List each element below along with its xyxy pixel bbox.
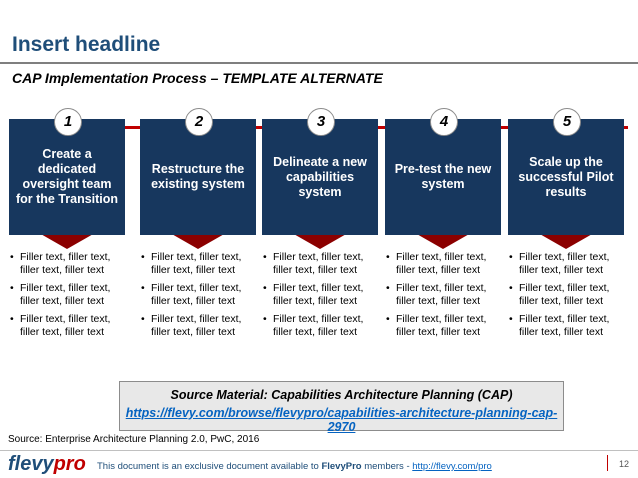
step-title-box: Delineate a new capabilities system [262, 119, 378, 235]
flevypro-logo [8, 453, 86, 476]
list-item: • Filler text, filler text, filler text, filler text [263, 313, 364, 338]
list-item: • Filler text, filler text, filler text, filler text [509, 313, 610, 338]
step-bullet-list [140, 251, 262, 344]
step-title-box: Pre-test the new system [385, 119, 501, 235]
chevron-down-icon [170, 233, 226, 249]
list-item: • Filler text, filler text, filler text, filler text [386, 251, 487, 276]
chevron-down-icon [39, 233, 95, 249]
step-title-box: Create a dedicated oversight team for the Transition [9, 119, 125, 235]
source-material-title: Source Material: Capabilities Architecture Planning (CAP) [170, 388, 513, 402]
footer-link[interactable]: http://flevy.com/pro [412, 461, 492, 472]
chevron-down-icon [292, 233, 348, 249]
list-item: • Filler text, filler text, filler text, filler text [10, 313, 111, 338]
list-item: • Filler text, filler text, filler text, filler text [263, 251, 364, 276]
step-bullet-list [508, 251, 630, 344]
step-bullet-list [385, 251, 507, 344]
headline-divider [0, 62, 638, 64]
list-item: • Filler text, filler text, filler text, filler text [509, 282, 610, 307]
list-item: • Filler text, filler text, filler text, filler text [509, 251, 610, 276]
list-item: • Filler text, filler text, filler text, filler text [141, 251, 242, 276]
step-number-badge: 4 [430, 108, 458, 136]
list-item: • Filler text, filler text, filler text, filler text [141, 282, 242, 307]
list-item: • Filler text, filler text, filler text, filler text [10, 282, 111, 307]
step-number-badge: 5 [553, 108, 581, 136]
list-item: • Filler text, filler text, filler text, filler text [141, 313, 242, 338]
logo-text-flevy: flevy [8, 453, 54, 475]
footer-disclaimer: This document is an exclusive document available to FlevyPro members - http://flevy.com/pro [97, 461, 492, 472]
list-item: • Filler text, filler text, filler text, filler text [386, 282, 487, 307]
source-citation: Source: Enterprise Architecture Planning 2.0, PwC, 2016 [8, 434, 260, 445]
step-bullet-list [262, 251, 384, 344]
step-number-badge: 1 [54, 108, 82, 136]
step-bullet-list [9, 251, 131, 344]
slide-subtitle: CAP Implementation Process – TEMPLATE ALTERNATE [12, 70, 383, 86]
list-item: • Filler text, filler text, filler text, filler text [10, 251, 111, 276]
chevron-down-icon [538, 233, 594, 249]
page-headline: Insert headline [12, 33, 161, 56]
logo-text-pro: pro [53, 453, 86, 475]
step-number-badge: 2 [185, 108, 213, 136]
page-number-divider [607, 455, 608, 471]
footer-divider [0, 450, 638, 451]
list-item: • Filler text, filler text, filler text, filler text [386, 313, 487, 338]
chevron-down-icon [415, 233, 471, 249]
footer-brand: FlevyPro [321, 461, 362, 472]
step-title-box: Restructure the existing system [140, 119, 256, 235]
step-title-box: Scale up the successful Pilot results [508, 119, 624, 235]
page-number: 12 [619, 459, 630, 469]
source-material-box [119, 381, 564, 434]
source-material-link[interactable]: https://flevy.com/browse/flevypro/capabilities-architecture-planning-cap-2970 [125, 406, 558, 434]
step-number-badge: 3 [307, 108, 335, 136]
list-item: • Filler text, filler text, filler text, filler text [263, 282, 364, 307]
